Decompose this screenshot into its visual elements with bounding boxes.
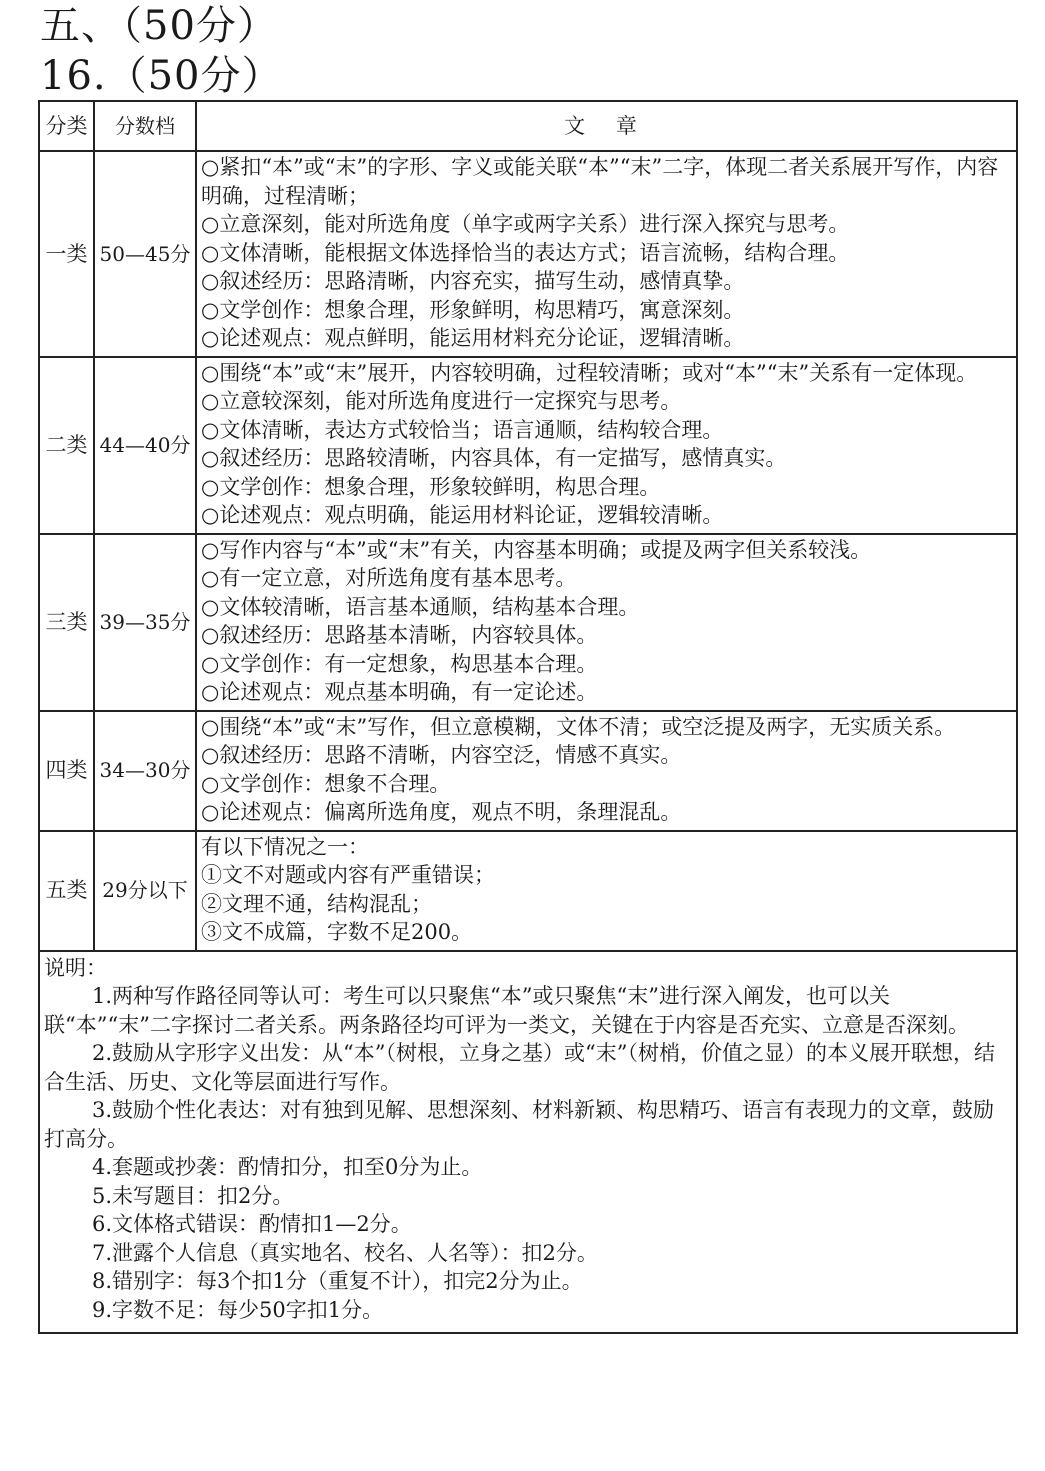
note-item: 9.字数不足：每少50字扣1分。 [92, 1297, 384, 1322]
criteria-line: ○论述观点：观点明确，能运用材料论证，逻辑较清晰。 [201, 503, 724, 527]
note-item: 5.未写题目：扣2分。 [92, 1183, 294, 1208]
row-category: 五类 [39, 831, 94, 951]
note-item: 6.文体格式错误：酌情扣1—2分。 [92, 1212, 412, 1236]
notes-section [39, 951, 1017, 1334]
header-score-range: 分数档 [94, 101, 196, 151]
criteria-line: ①文不对题或内容有严重错误； [201, 863, 495, 887]
criteria-line: ○围绕“本”或“末”展开，内容较明确，过程较清晰；或对“本”“末”关系有一定体现。 [201, 360, 978, 385]
row-criteria [196, 711, 1017, 831]
criteria-line: ○文体清晰，表达方式较恰当；语言通顺，结构较合理。 [201, 417, 724, 442]
criteria-line: ②文理不通，结构混乱； [201, 891, 432, 916]
criteria-line: ○立意深刻，能对所选角度（单字或两字关系）进行深入探究与思考。 [201, 212, 850, 236]
table-row [39, 151, 1017, 357]
row-category: 一类 [39, 151, 94, 357]
criteria-line: ○文学创作：想象不合理。 [201, 771, 451, 796]
section-heading: 五、（50分） [40, 3, 278, 49]
row-score-range: 50—45分 [94, 151, 196, 357]
criteria-line: ○文学创作：有一定想象，构思基本合理。 [201, 651, 598, 676]
header-category: 分类 [39, 101, 94, 151]
criteria-line: ③文不成篇，字数不足200。 [201, 920, 473, 944]
row-criteria [196, 831, 1017, 951]
table-row [39, 831, 1017, 951]
criteria-line: ○叙述经历：思路较清晰，内容具体，有一定描写，感情真实。 [201, 446, 787, 470]
row-criteria [196, 357, 1017, 534]
row-category: 四类 [39, 711, 94, 831]
table-header-row [39, 101, 1017, 151]
header-essay: 文 章 [196, 101, 1017, 151]
note-item: 7.泄露个人信息（真实地名、校名、人名等）：扣2分。 [92, 1240, 598, 1265]
row-score-range: 29分以下 [94, 831, 196, 951]
criteria-line: ○有一定立意，对所选角度有基本思考。 [201, 566, 577, 590]
table-row [39, 534, 1017, 711]
criteria-line: ○论述观点：偏离所选角度，观点不明，条理混乱。 [201, 800, 682, 824]
row-score-range: 34—30分 [94, 711, 196, 831]
scoring-rubric-table [38, 100, 1018, 1334]
criteria-line: ○叙述经历：思路基本清晰，内容较具体。 [201, 623, 598, 647]
criteria-line: ○紧扣“本”或“末”的字形、字义或能关联“本”“末”二字，体现二者关系展开写作，内容明确，过程清晰； [201, 155, 999, 208]
criteria-line: ○叙述经历：思路不清晰，内容空泛，情感不真实。 [201, 743, 682, 767]
criteria-line: ○论述观点：观点鲜明，能运用材料充分论证，逻辑清晰。 [201, 326, 745, 350]
criteria-line: ○围绕“本”或“末”写作，但立意模糊，文体不清；或空泛提及两字，无实质关系。 [201, 714, 956, 739]
criteria-line: ○文学创作：想象合理，形象鲜明，构思精巧，寓意深刻。 [201, 297, 745, 322]
criteria-line: ○文学创作：想象合理，形象较鲜明，构思合理。 [201, 474, 661, 499]
table-row [39, 357, 1017, 534]
criteria-line: ○叙述经历：思路清晰，内容充实，描写生动，感情真挚。 [201, 269, 745, 293]
row-criteria [196, 151, 1017, 357]
row-score-range: 44—40分 [94, 357, 196, 534]
criteria-line: 有以下情况之一： [201, 834, 369, 859]
note-paragraph: 3.鼓励个性化表达：对有独到见解、思想深刻、材料新颖、构思精巧、语言有表现力的文章，鼓励打高分。 [44, 1098, 995, 1151]
criteria-line: ○立意较深刻，能对所选角度进行一定探究与思考。 [201, 389, 682, 413]
table-row [39, 711, 1017, 831]
row-score-range: 39—35分 [94, 534, 196, 711]
criteria-line: ○论述观点：观点基本明确，有一定论述。 [201, 680, 598, 704]
criteria-line: ○文体较清晰，语言基本通顺，结构基本合理。 [201, 594, 640, 619]
question-heading: 16.（50分） [40, 53, 283, 99]
note-item: 8.错别字：每3个扣1分（重复不计），扣完2分为止。 [92, 1269, 583, 1293]
note-paragraph: 2.鼓励从字形字义出发：从“本”（树根，立身之基）或“末”（树梢，价值之显）的本义展开联想，结合生活、历史、文化等层面进行写作。 [44, 1041, 995, 1094]
row-criteria [196, 534, 1017, 711]
criteria-line: ○写作内容与“本”或“末”有关，内容基本明确；或提及两字但关系较浅。 [201, 537, 872, 562]
row-category: 三类 [39, 534, 94, 711]
note-item: 4.套题或抄袭：酌情扣分，扣至0分为止。 [92, 1155, 483, 1179]
note-paragraph: 1.两种写作路径同等认可：考生可以只聚焦“本”或只聚焦“末”进行深入阐发，也可以关联“本”“末”二字探讨二者关系。两条路径均可评为一类文，关键在于内容是否充实、立意是否深刻。 [44, 984, 969, 1037]
notes-row [39, 951, 1017, 1334]
notes-title: 说明： [44, 955, 107, 980]
row-category: 二类 [39, 357, 94, 534]
criteria-line: ○文体清晰，能根据文体选择恰当的表达方式；语言流畅，结构合理。 [201, 240, 850, 265]
